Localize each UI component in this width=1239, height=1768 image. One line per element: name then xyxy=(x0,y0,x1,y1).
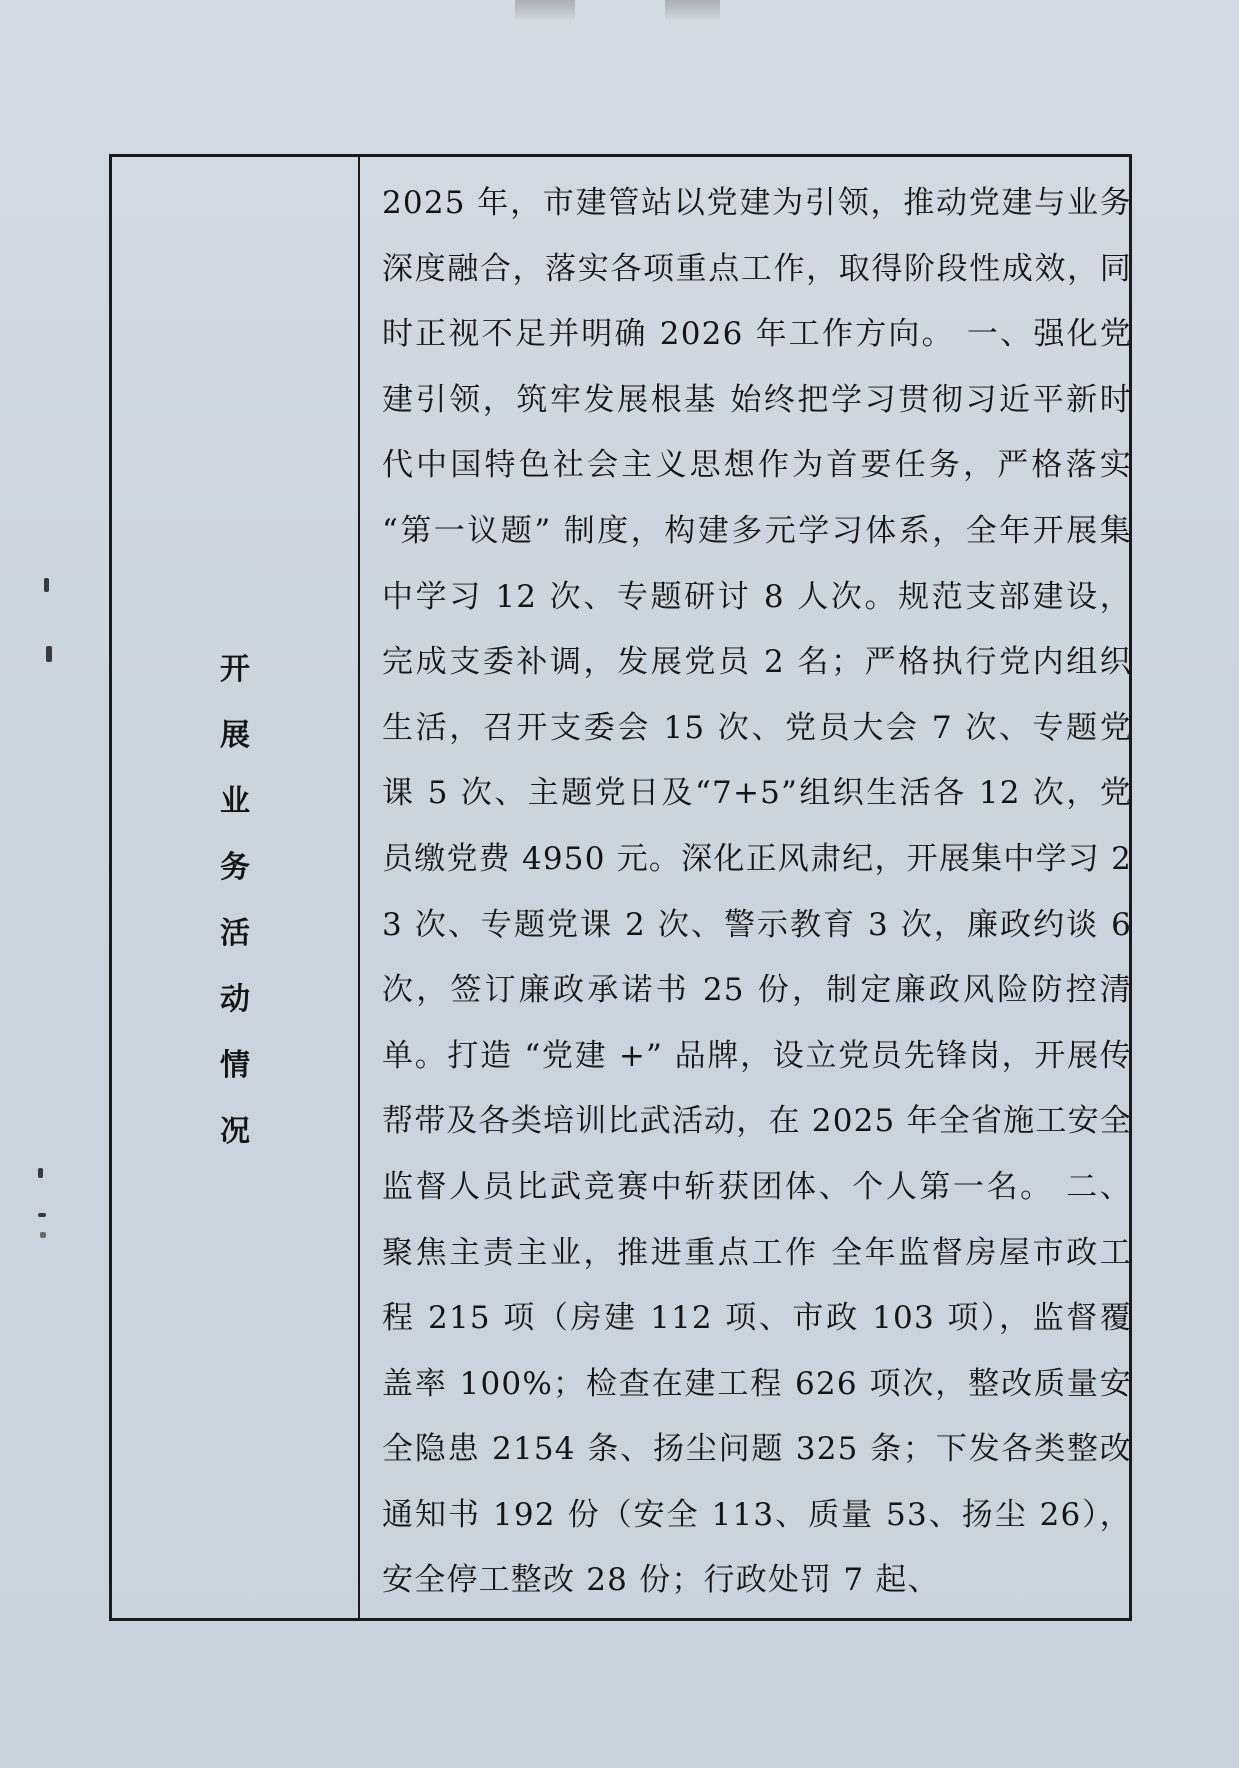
binding-hole-mark xyxy=(44,578,49,592)
section-label-char: 务 xyxy=(220,850,250,885)
content-cell xyxy=(360,157,1132,1618)
section-label-cell xyxy=(112,157,358,1618)
section-label-char: 况 xyxy=(220,1114,250,1149)
binding-hole-mark xyxy=(40,1232,46,1238)
scan-smudge xyxy=(515,0,575,22)
section-label-char: 动 xyxy=(220,982,250,1017)
binding-hole-mark xyxy=(38,1213,46,1217)
activity-report-text: 2025 年，市建管站以党建为引领，推动党建与业务深度融合，落实各项重点工作，取得阶段性成效，同时正视不足并明确 2026 年工作方向。 一、强化党建引领，筑牢发展根基 始终把学习贯彻习近平新时代中国特色社会主义思想作为首要任务，严格落实 “第一议题” 制度，构建多元学习体系，全年开展集中学习 12 次、专题研讨 8 人次。规范支部建设，完成支委补调，发展党员 2 名；严格执行党内组织生活，召开支委会 15 次、党员大会 7 次、专题党课 5 次、主题党日及“7+5”组织生活各 12 次，党员缴党费 4950 元。深化正风肃纪，开展集中学习 23 次、专题党课 2 次、警示教育 3 次，廉政约谈 6 次，签订廉政承诺书 25 份，制定廉政风险防控清单。打造 “党建 +” 品牌，设立党员先锋岗，开展传帮带及各类培训比武活动，在 2025 年全省施工安全监督人员比武竞赛中斩获团体、个人第一名。 二、聚焦主责主业，推进重点工作 全年监督房屋市政工程 215 项（房建 112 项、市政 103 项），监督覆盖率 100%；检查在建工程 626 项次，整改质量安全隐患 2154 条、扬尘问题 325 条；下发各类整改通知书 192 份（安全 113、质量 53、扬尘 26），安全停工整改 28 份；行政处罚 7 起、 xyxy=(382,185,1132,1599)
section-label-char: 业 xyxy=(220,784,250,819)
section-label-char: 活 xyxy=(220,916,250,951)
section-label-char: 开 xyxy=(220,652,250,687)
section-label xyxy=(112,637,358,1165)
binding-hole-mark xyxy=(46,646,52,662)
section-label-char: 情 xyxy=(220,1048,250,1083)
binding-hole-mark xyxy=(38,1168,43,1178)
section-label-char: 展 xyxy=(220,718,250,753)
form-table xyxy=(109,154,1132,1621)
scan-smudge xyxy=(665,0,720,22)
